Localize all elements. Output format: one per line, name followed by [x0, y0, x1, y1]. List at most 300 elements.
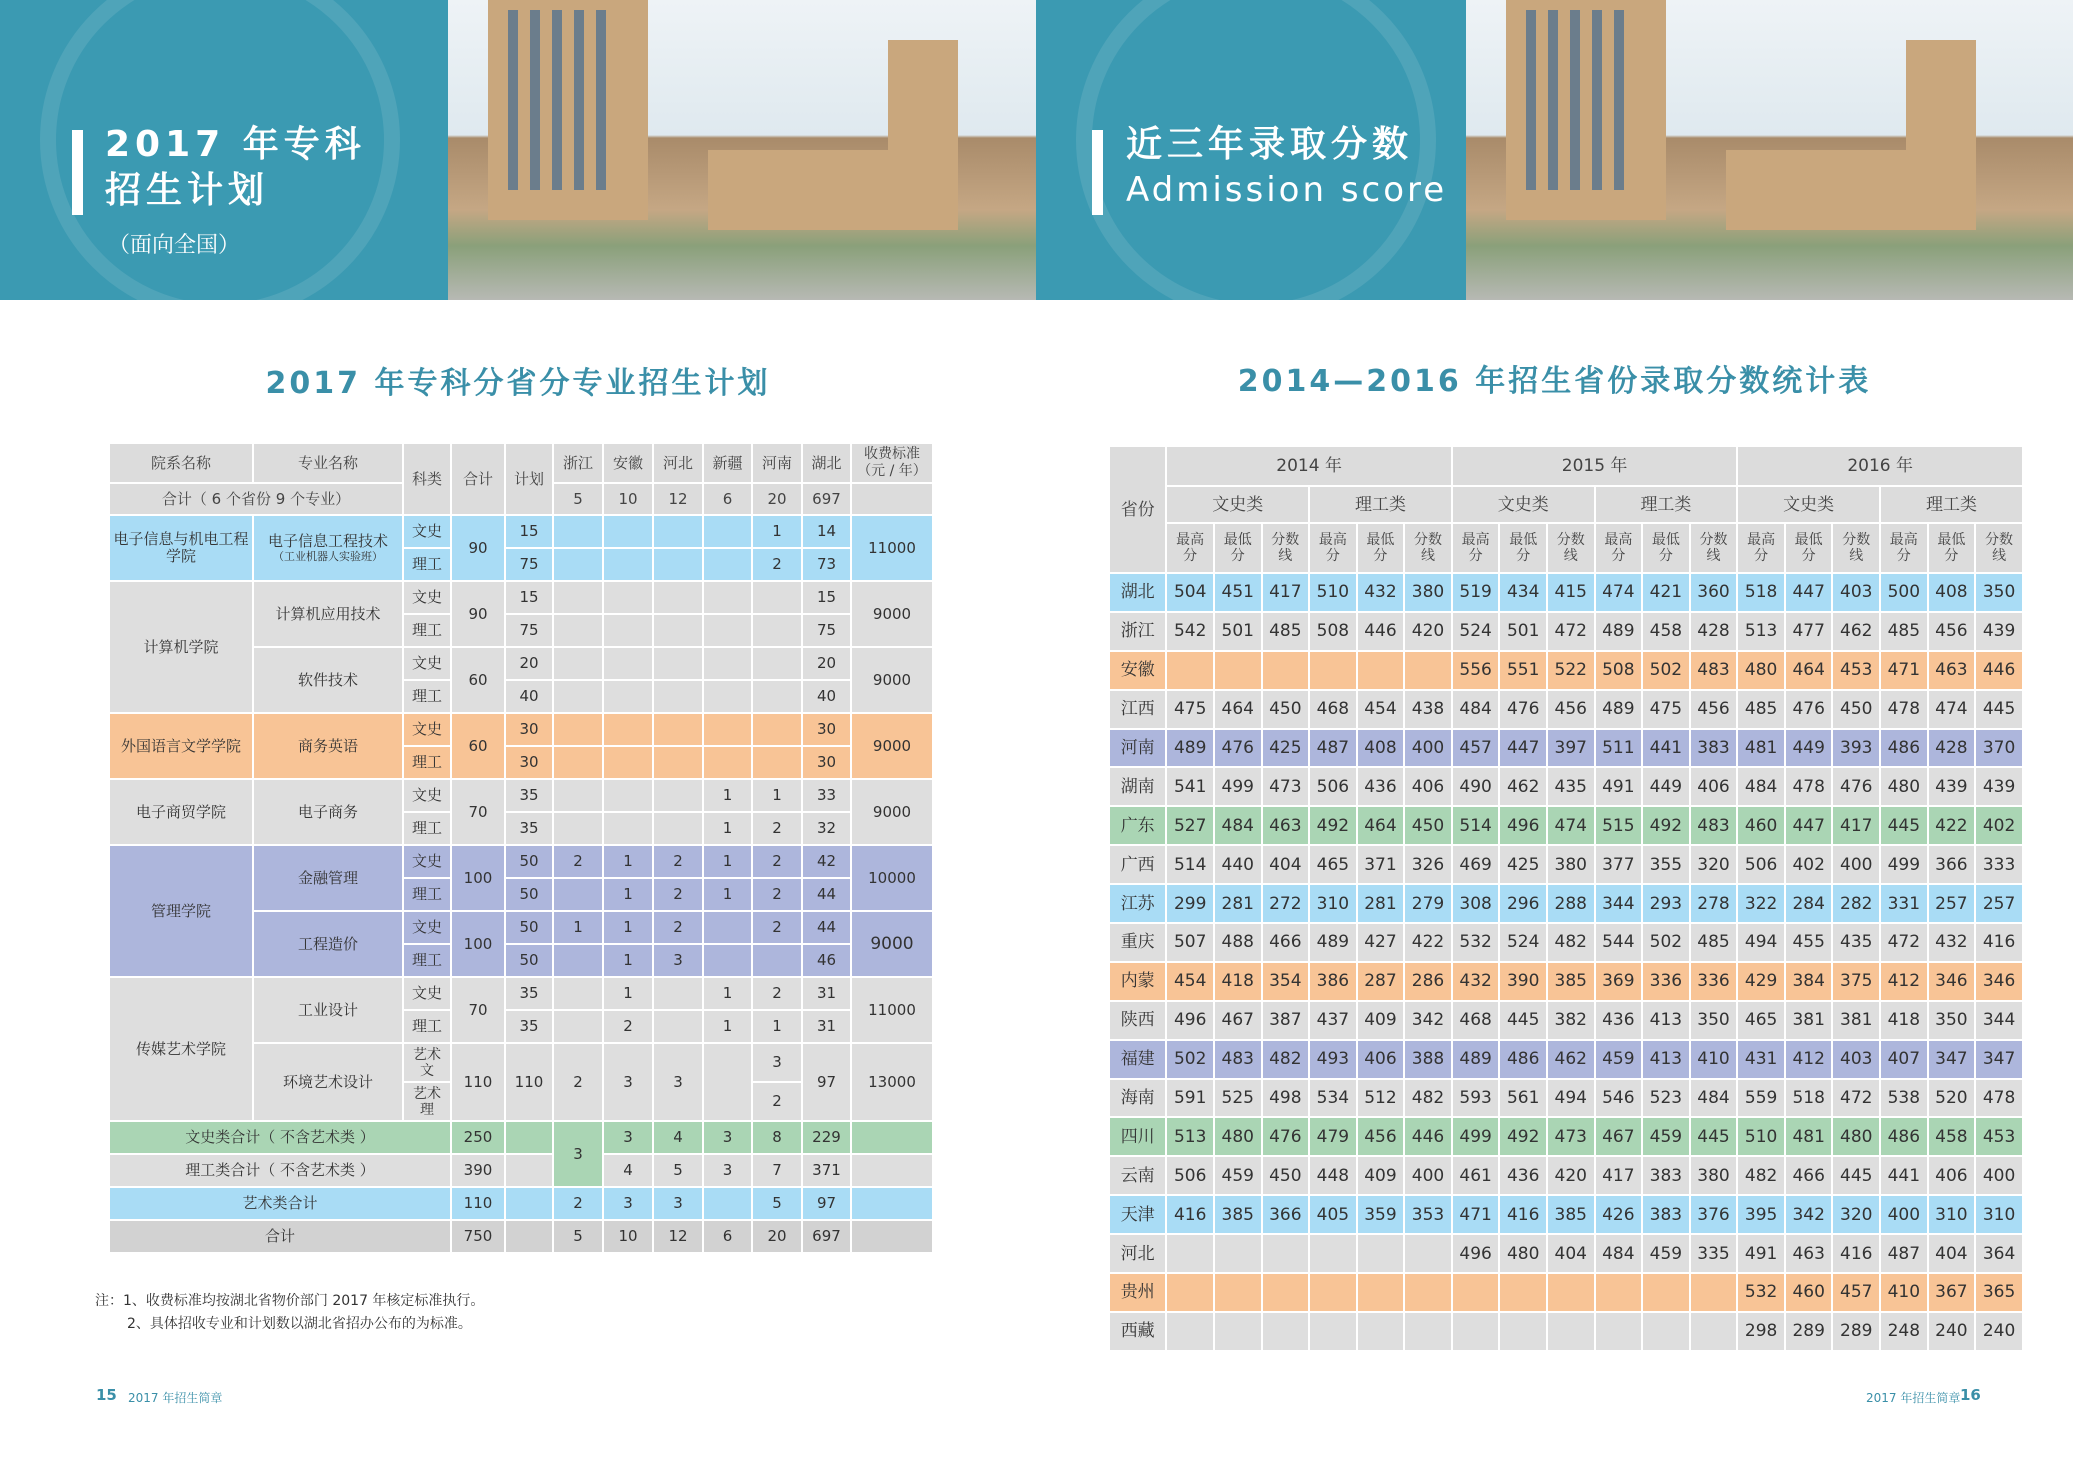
score-cell: 480	[1214, 1117, 1262, 1156]
value-cell	[653, 746, 703, 779]
header-subcolumn: 最低 分	[1214, 523, 1262, 573]
score-cell: 355	[1642, 845, 1690, 884]
value-cell: 1	[703, 779, 752, 812]
score-cell: 344	[1975, 1001, 2023, 1040]
score-cell: 365	[1975, 1273, 2023, 1312]
value-cell	[553, 647, 603, 680]
fee-cell: 9000	[851, 647, 933, 713]
score-cell: 380	[1690, 1156, 1738, 1195]
admission-score-table	[1108, 445, 2024, 1352]
province-cell: 陕西	[1109, 1001, 1166, 1040]
score-cell: 456	[1928, 612, 1976, 651]
title-accent-bar	[1092, 130, 1103, 215]
cat-cell: 文史	[403, 977, 451, 1010]
score-cell	[1357, 1234, 1405, 1273]
score-cell: 359	[1357, 1195, 1405, 1234]
value-cell: 73	[802, 548, 851, 581]
score-cell: 416	[1975, 923, 2023, 962]
score-cell	[1214, 651, 1262, 690]
score-cell: 240	[1975, 1312, 2023, 1351]
score-cell: 350	[1690, 1001, 1738, 1040]
score-row	[1109, 1234, 2023, 1273]
score-cell: 385	[1214, 1195, 1262, 1234]
value-cell: 3	[603, 1121, 653, 1154]
score-cell: 403	[1832, 573, 1880, 612]
score-cell: 483	[1690, 806, 1738, 845]
score-row	[1109, 845, 2023, 884]
score-cell: 492	[1499, 1117, 1547, 1156]
score-cell: 385	[1547, 962, 1595, 1001]
score-cell: 293	[1642, 884, 1690, 923]
value-cell: 2	[553, 1043, 603, 1121]
score-cell: 489	[1452, 1040, 1500, 1079]
score-cell: 474	[1595, 573, 1643, 612]
score-cell: 471	[1452, 1195, 1500, 1234]
value-cell: 2	[603, 1010, 653, 1043]
value-cell	[553, 977, 603, 1010]
score-row	[1109, 573, 2023, 612]
score-cell: 446	[1404, 1117, 1452, 1156]
value-cell: 3	[603, 1187, 653, 1220]
plan-cell	[505, 1154, 553, 1187]
value-cell: 20	[802, 647, 851, 680]
header-type: 文史类	[1452, 486, 1595, 523]
header-subcolumn: 最低 分	[1642, 523, 1690, 573]
province-cell: 重庆	[1109, 923, 1166, 962]
score-cell: 488	[1214, 923, 1262, 962]
value-cell	[703, 581, 752, 614]
value-cell	[703, 548, 752, 581]
score-cell: 353	[1404, 1195, 1452, 1234]
score-cell: 322	[1737, 884, 1785, 923]
header-subcolumn: 分数 线	[1404, 523, 1452, 573]
score-cell: 454	[1357, 690, 1405, 729]
score-cell	[1499, 1312, 1547, 1351]
header-subcolumn: 最高 分	[1595, 523, 1643, 573]
score-cell: 486	[1499, 1040, 1547, 1079]
score-cell	[1690, 1273, 1738, 1312]
score-row	[1109, 962, 2023, 1001]
score-cell: 400	[1404, 729, 1452, 768]
summary-value: 20	[752, 483, 802, 515]
score-cell	[1357, 651, 1405, 690]
plan-cell: 30	[505, 746, 553, 779]
value-cell: 2	[653, 878, 703, 911]
header-province: 湖北	[802, 443, 851, 483]
value-cell	[553, 614, 603, 647]
summary-value: 12	[653, 483, 703, 515]
score-cell: 438	[1404, 690, 1452, 729]
summary-label: 合计（ 6 个省份 9 个专业）	[109, 483, 403, 515]
total-cell: 100	[451, 911, 505, 977]
total-cell: 90	[451, 581, 505, 647]
province-cell: 福建	[1109, 1040, 1166, 1079]
value-cell	[703, 515, 752, 548]
value-cell	[553, 746, 603, 779]
value-cell	[553, 680, 603, 713]
value-cell: 40	[802, 680, 851, 713]
score-cell: 551	[1499, 651, 1547, 690]
value-cell: 2	[653, 911, 703, 944]
score-cell	[1309, 1234, 1357, 1273]
province-cell: 天津	[1109, 1195, 1166, 1234]
score-cell: 364	[1975, 1234, 2023, 1273]
score-cell: 511	[1595, 729, 1643, 768]
plan-cell	[505, 1220, 553, 1253]
score-cell: 336	[1642, 962, 1690, 1001]
score-row	[1109, 1156, 2023, 1195]
major-cell: 计算机应用技术	[253, 581, 403, 647]
value-cell: 2	[653, 845, 703, 878]
score-cell: 439	[1975, 612, 2023, 651]
score-cell: 439	[1975, 767, 2023, 806]
score-cell: 466	[1785, 1156, 1833, 1195]
cat-cell: 文史	[403, 647, 451, 680]
score-cell: 499	[1214, 767, 1262, 806]
province-cell: 云南	[1109, 1156, 1166, 1195]
score-row	[1109, 1040, 2023, 1079]
score-cell: 463	[1785, 1234, 1833, 1273]
score-cell: 512	[1357, 1079, 1405, 1118]
score-cell: 534	[1309, 1079, 1357, 1118]
score-cell: 447	[1785, 573, 1833, 612]
value-cell: 1	[603, 944, 653, 977]
value-cell: 46	[802, 944, 851, 977]
major-cell: 工业设计	[253, 977, 403, 1043]
score-cell: 525	[1214, 1079, 1262, 1118]
banner-subtitle: Admission score	[1126, 170, 1448, 210]
value-cell: 75	[802, 614, 851, 647]
province-cell: 河南	[1109, 729, 1166, 768]
value-cell: 14	[802, 515, 851, 548]
plan-cell: 30	[505, 713, 553, 746]
province-cell: 贵州	[1109, 1273, 1166, 1312]
score-cell: 532	[1452, 923, 1500, 962]
score-cell: 458	[1928, 1117, 1976, 1156]
score-cell: 453	[1975, 1117, 2023, 1156]
score-cell: 289	[1832, 1312, 1880, 1351]
cat-cell: 艺术 理	[403, 1082, 451, 1121]
major-name: 电子信息工程技术	[267, 532, 388, 550]
total-cell: 70	[451, 977, 505, 1043]
score-cell: 407	[1880, 1040, 1928, 1079]
score-cell: 449	[1785, 729, 1833, 768]
score-cell: 388	[1404, 1040, 1452, 1079]
value-cell: 4	[603, 1154, 653, 1187]
score-cell: 409	[1357, 1156, 1405, 1195]
score-cell	[1262, 1312, 1310, 1351]
score-cell: 289	[1785, 1312, 1833, 1351]
score-cell: 281	[1214, 884, 1262, 923]
value-cell: 2	[752, 878, 802, 911]
score-cell: 308	[1452, 884, 1500, 923]
score-cell: 520	[1928, 1079, 1976, 1118]
score-cell: 336	[1690, 962, 1738, 1001]
score-cell	[1595, 1312, 1643, 1351]
score-cell: 409	[1357, 1001, 1405, 1040]
score-cell: 502	[1642, 651, 1690, 690]
summary-value: 10	[603, 483, 653, 515]
score-cell: 486	[1880, 729, 1928, 768]
score-cell: 381	[1785, 1001, 1833, 1040]
plan-cell: 35	[505, 779, 553, 812]
score-cell: 507	[1166, 923, 1214, 962]
footer-text: 2017 年招生简章	[128, 1391, 223, 1405]
value-cell: 31	[802, 977, 851, 1010]
score-cell: 494	[1737, 923, 1785, 962]
score-cell	[1309, 1273, 1357, 1312]
score-row	[1109, 1117, 2023, 1156]
score-cell	[1404, 1273, 1452, 1312]
score-cell: 496	[1166, 1001, 1214, 1040]
value-cell: 2	[553, 845, 603, 878]
value-cell: 3	[703, 1154, 752, 1187]
score-cell: 335	[1690, 1234, 1738, 1273]
value-cell	[703, 647, 752, 680]
plan-cell	[505, 1121, 553, 1154]
value-cell	[653, 812, 703, 845]
score-cell: 459	[1642, 1117, 1690, 1156]
plan-cell: 20	[505, 647, 553, 680]
value-cell: 3	[703, 1121, 752, 1154]
value-cell	[703, 911, 752, 944]
score-cell: 387	[1262, 1001, 1310, 1040]
score-cell: 476	[1214, 729, 1262, 768]
fee-cell	[851, 1121, 933, 1154]
score-cell: 425	[1499, 845, 1547, 884]
score-cell: 476	[1499, 690, 1547, 729]
score-cell: 464	[1785, 651, 1833, 690]
score-cell: 524	[1452, 612, 1500, 651]
score-cell: 473	[1262, 767, 1310, 806]
value-cell: 2	[752, 812, 802, 845]
cat-cell: 理工	[403, 614, 451, 647]
score-cell: 502	[1642, 923, 1690, 962]
value-cell: 8	[752, 1121, 802, 1154]
header-major: 专业名称	[253, 443, 403, 483]
fee-cell	[851, 1187, 933, 1220]
building	[1906, 40, 1976, 230]
score-cell: 279	[1404, 884, 1452, 923]
score-cell: 499	[1880, 845, 1928, 884]
title-accent-bar	[72, 130, 83, 215]
cat-cell: 艺术 文	[403, 1043, 451, 1082]
score-cell: 467	[1595, 1117, 1643, 1156]
value-cell	[703, 1043, 752, 1121]
score-cell	[1309, 1312, 1357, 1351]
value-cell: 1	[752, 515, 802, 548]
score-cell: 527	[1166, 806, 1214, 845]
value-cell	[603, 812, 653, 845]
score-cell: 434	[1499, 573, 1547, 612]
score-cell: 402	[1975, 806, 2023, 845]
major-cell: 环境艺术设计	[253, 1043, 403, 1121]
score-cell: 542	[1166, 612, 1214, 651]
score-cell: 474	[1547, 806, 1595, 845]
score-cell: 278	[1690, 884, 1738, 923]
score-cell: 499	[1452, 1117, 1500, 1156]
score-cell: 480	[1499, 1234, 1547, 1273]
score-cell: 510	[1737, 1117, 1785, 1156]
value-cell	[603, 515, 653, 548]
score-cell: 410	[1880, 1273, 1928, 1312]
score-row	[1109, 1001, 2023, 1040]
score-cell: 431	[1737, 1040, 1785, 1079]
score-cell: 515	[1595, 806, 1643, 845]
left-page	[0, 0, 1036, 1466]
score-cell: 417	[1262, 573, 1310, 612]
total-cell: 70	[451, 779, 505, 845]
score-cell: 456	[1357, 1117, 1405, 1156]
province-cell: 海南	[1109, 1079, 1166, 1118]
score-cell: 418	[1880, 1001, 1928, 1040]
value-cell: 5	[752, 1187, 802, 1220]
score-cell: 417	[1595, 1156, 1643, 1195]
score-cell: 342	[1785, 1195, 1833, 1234]
score-cell: 481	[1737, 729, 1785, 768]
campus-photo	[1466, 0, 2073, 300]
fee-cell: 9000	[851, 911, 933, 977]
score-cell: 354	[1262, 962, 1310, 1001]
score-cell	[1595, 1273, 1643, 1312]
score-cell: 524	[1499, 923, 1547, 962]
header-year: 2016 年	[1737, 446, 2023, 486]
value-cell	[603, 647, 653, 680]
cat-cell: 理工	[403, 878, 451, 911]
score-cell: 350	[1975, 573, 2023, 612]
cat-cell: 文史	[403, 911, 451, 944]
score-cell: 408	[1357, 729, 1405, 768]
score-cell: 467	[1214, 1001, 1262, 1040]
value-cell: 3	[603, 1043, 653, 1121]
score-cell: 473	[1547, 1117, 1595, 1156]
score-cell	[1262, 1234, 1310, 1273]
header-year: 2015 年	[1452, 446, 1737, 486]
score-cell: 501	[1499, 612, 1547, 651]
value-cell: 3	[653, 1187, 703, 1220]
score-cell: 468	[1309, 690, 1357, 729]
score-cell: 489	[1166, 729, 1214, 768]
value-cell: 5	[653, 1154, 703, 1187]
score-cell: 395	[1737, 1195, 1785, 1234]
score-cell: 459	[1642, 1234, 1690, 1273]
score-cell: 369	[1595, 962, 1643, 1001]
score-cell: 498	[1262, 1079, 1310, 1118]
score-cell: 485	[1262, 612, 1310, 651]
score-rows	[1109, 573, 2023, 1351]
campus-photo	[448, 0, 1036, 300]
fee-cell: 11000	[851, 977, 933, 1043]
score-cell: 386	[1309, 962, 1357, 1001]
score-cell: 366	[1262, 1195, 1310, 1234]
score-cell: 487	[1309, 729, 1357, 768]
score-cell: 248	[1880, 1312, 1928, 1351]
score-cell	[1452, 1273, 1500, 1312]
value-cell: 97	[802, 1043, 851, 1121]
value-cell	[553, 878, 603, 911]
value-cell: 371	[802, 1154, 851, 1187]
score-cell: 441	[1642, 729, 1690, 768]
score-cell: 462	[1547, 1040, 1595, 1079]
value-cell	[653, 680, 703, 713]
value-cell	[603, 779, 653, 812]
score-cell: 474	[1928, 690, 1976, 729]
score-cell: 347	[1975, 1040, 2023, 1079]
province-cell: 四川	[1109, 1117, 1166, 1156]
score-cell: 518	[1737, 573, 1785, 612]
score-cell: 492	[1642, 806, 1690, 845]
header-province: 安徽	[603, 443, 653, 483]
score-cell: 456	[1690, 690, 1738, 729]
value-cell: 15	[802, 581, 851, 614]
score-cell: 445	[1832, 1156, 1880, 1195]
score-cell: 432	[1928, 923, 1976, 962]
score-cell: 286	[1404, 962, 1452, 1001]
value-cell: 1	[703, 1010, 752, 1043]
value-cell: 30	[802, 746, 851, 779]
building	[1726, 150, 1926, 230]
score-cell: 478	[1785, 767, 1833, 806]
header-subcolumn: 最低 分	[1928, 523, 1976, 573]
page-number: 16	[1960, 1386, 1981, 1404]
score-cell: 559	[1737, 1079, 1785, 1118]
score-cell: 459	[1214, 1156, 1262, 1195]
cat-cell: 文史	[403, 515, 451, 548]
value-cell: 2	[752, 911, 802, 944]
score-cell: 510	[1309, 573, 1357, 612]
score-cell: 240	[1928, 1312, 1976, 1351]
score-cell: 371	[1357, 845, 1405, 884]
college-cell: 传媒艺术学院	[109, 977, 253, 1121]
fee-cell: 13000	[851, 1043, 933, 1121]
score-cell: 464	[1214, 690, 1262, 729]
score-cell: 402	[1785, 845, 1833, 884]
score-cell: 384	[1785, 962, 1833, 1001]
college-cell: 电子商贸学院	[109, 779, 253, 845]
score-cell: 475	[1166, 690, 1214, 729]
score-cell: 346	[1975, 962, 2023, 1001]
page-number: 15	[96, 1386, 117, 1404]
header-type: 文史类	[1166, 486, 1309, 523]
section-title: 2014—2016 年招生省份录取分数统计表	[1237, 364, 1872, 399]
score-cell: 404	[1547, 1234, 1595, 1273]
header-province: 省份	[1109, 446, 1166, 573]
score-cell	[1262, 1273, 1310, 1312]
value-cell	[603, 746, 653, 779]
score-cell: 483	[1214, 1040, 1262, 1079]
score-cell: 484	[1690, 1079, 1738, 1118]
note-line: 2、具体招收专业和计划数以湖北省招办公布的为标准。	[127, 1316, 472, 1332]
score-cell	[1642, 1312, 1690, 1351]
score-cell: 296	[1499, 884, 1547, 923]
cat-cell: 理工	[403, 1010, 451, 1043]
header-subcolumn: 最低 分	[1357, 523, 1405, 573]
value-cell: 7	[752, 1154, 802, 1187]
score-cell: 404	[1262, 845, 1310, 884]
score-cell: 561	[1499, 1079, 1547, 1118]
score-cell: 406	[1928, 1156, 1976, 1195]
summary-value: 697	[802, 483, 851, 515]
value-cell: 1	[752, 779, 802, 812]
score-cell: 350	[1928, 1001, 1976, 1040]
score-cell: 436	[1499, 1156, 1547, 1195]
score-cell: 377	[1595, 845, 1643, 884]
score-cell: 485	[1737, 690, 1785, 729]
score-cell: 504	[1166, 573, 1214, 612]
score-cell: 484	[1452, 690, 1500, 729]
score-cell: 491	[1737, 1234, 1785, 1273]
header-subcolumn: 分数 线	[1832, 523, 1880, 573]
